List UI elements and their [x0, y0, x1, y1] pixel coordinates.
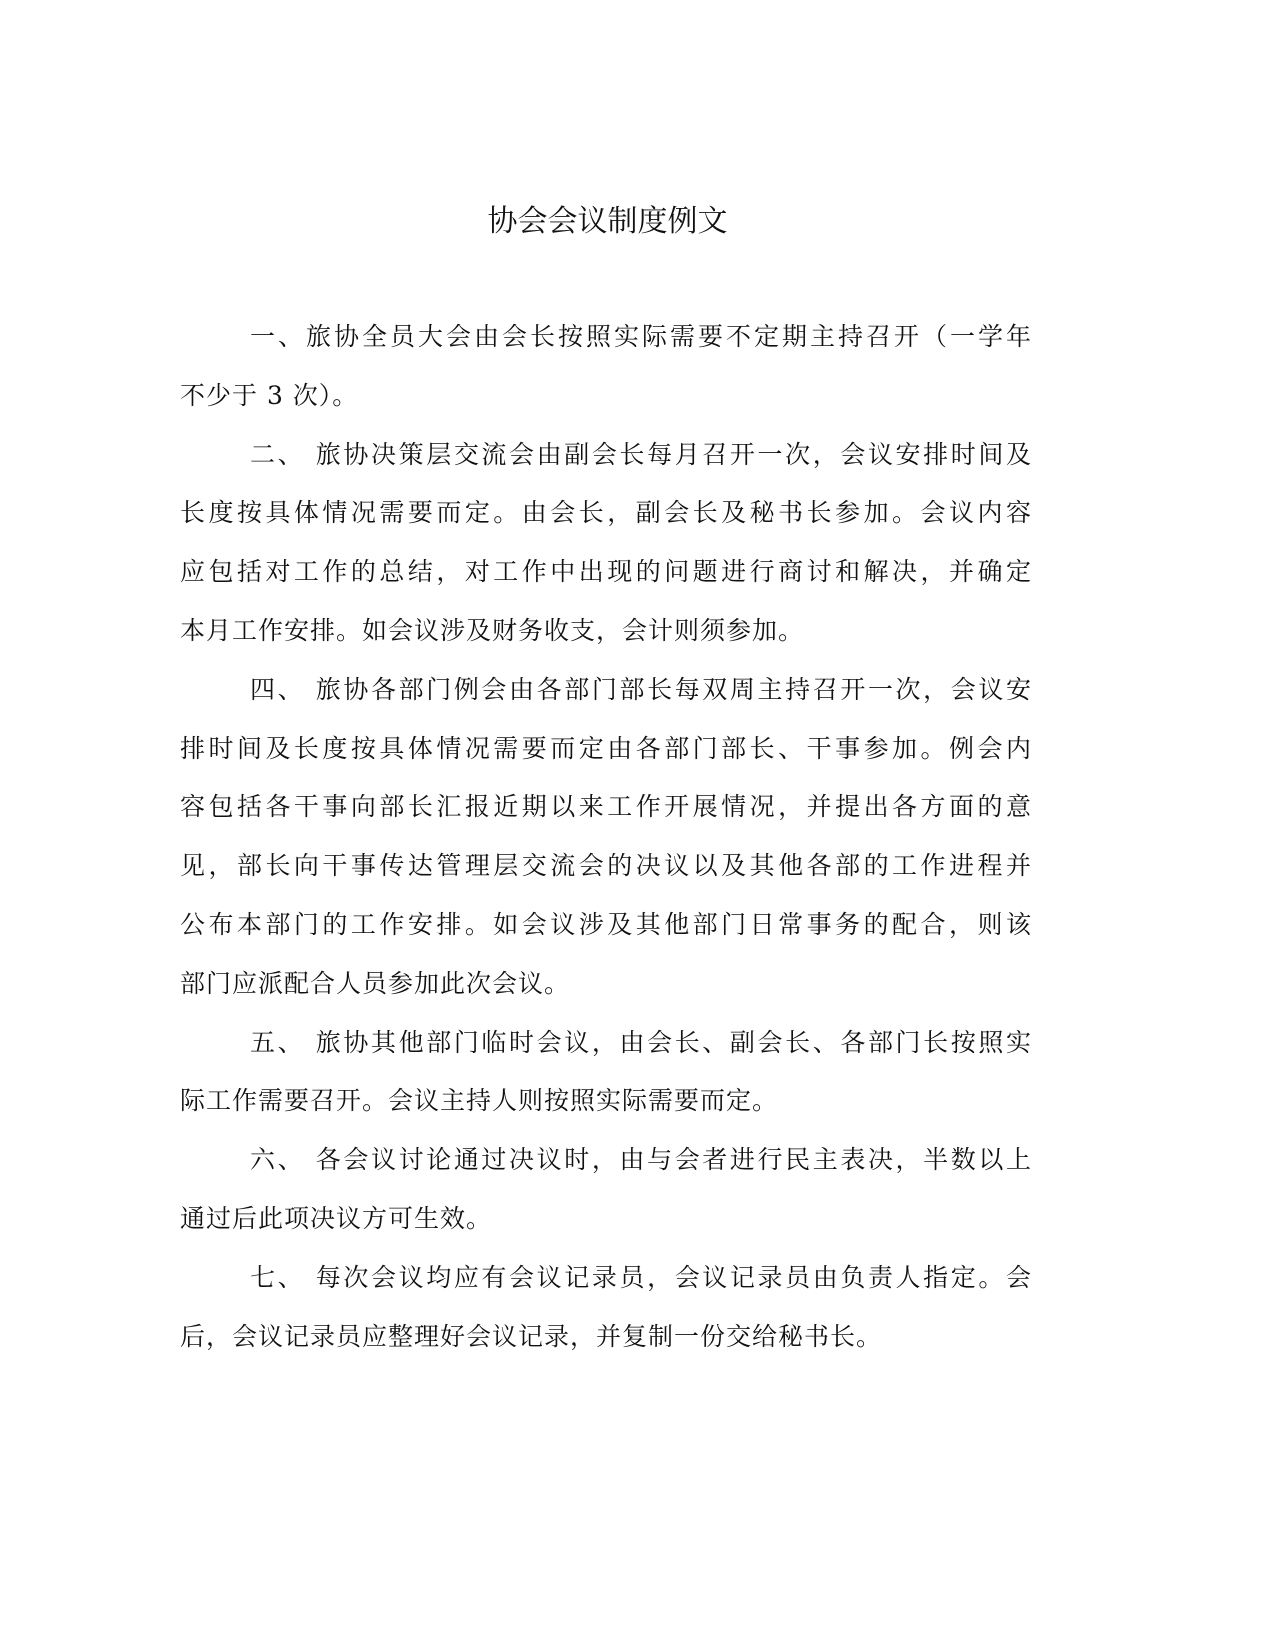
paragraph-line: 六、 各会议讨论通过决议时，由与会者进行民主表决，半数以上 — [250, 1145, 1032, 1175]
paragraph-line: 一、旅协全员大会由会长按照实际需要不定期主持召开（一学年 — [250, 322, 1032, 351]
paragraph-line: 容包括各干事向部长汇报近期以来工作开展情况，并提出各方面的意 — [180, 792, 1032, 822]
paragraph-line: 通过后此项决议方可生效。 — [180, 1204, 493, 1233]
paragraph-line: 应包括对工作的总结，对工作中出现的问题进行商讨和解决，并确定 — [180, 557, 1032, 587]
paragraph-line: 二、 旅协决策层交流会由副会长每月召开一次，会议安排时间及 — [250, 439, 1032, 469]
paragraph-line: 本月工作安排。如会议涉及财务收支，会计则须参加。 — [180, 616, 805, 645]
paragraph-line: 长度按具体情况需要而定。由会长，副会长及秘书长参加。会议内容 — [180, 498, 1032, 528]
paragraph-line: 际工作需要召开。会议主持人则按照实际需要而定。 — [180, 1086, 779, 1116]
paragraph-line: 排时间及长度按具体情况需要而定由各部门部长、干事参加。例会内 — [180, 733, 1032, 763]
document-title: 协会会议制度例文 — [487, 204, 728, 239]
paragraph-line: 公布本部门的工作安排。如会议涉及其他部门日常事务的配合，则该 — [180, 910, 1032, 939]
paragraph-line: 后，会议记录员应整理好会议记录，并复制一份交给秘书长。 — [180, 1321, 883, 1351]
paragraph-line: 五、 旅协其他部门临时会议，由会长、副会长、各部门长按照实 — [250, 1027, 1032, 1057]
paragraph-line: 见，部长向干事传达管理层交流会的决议以及其他各部的工作进程并 — [180, 851, 1032, 881]
paragraph-line: 四、 旅协各部门例会由各部门部长每双周主持召开一次，会议安 — [250, 674, 1032, 704]
paragraph-line: 七、 每次会议均应有会议记录员，会议记录员由负责人指定。会 — [250, 1262, 1032, 1292]
paragraph-line: 部门应派配合人员参加此次会议。 — [180, 968, 571, 998]
paragraph-line: 不少于 3 次）。 — [180, 380, 359, 410]
